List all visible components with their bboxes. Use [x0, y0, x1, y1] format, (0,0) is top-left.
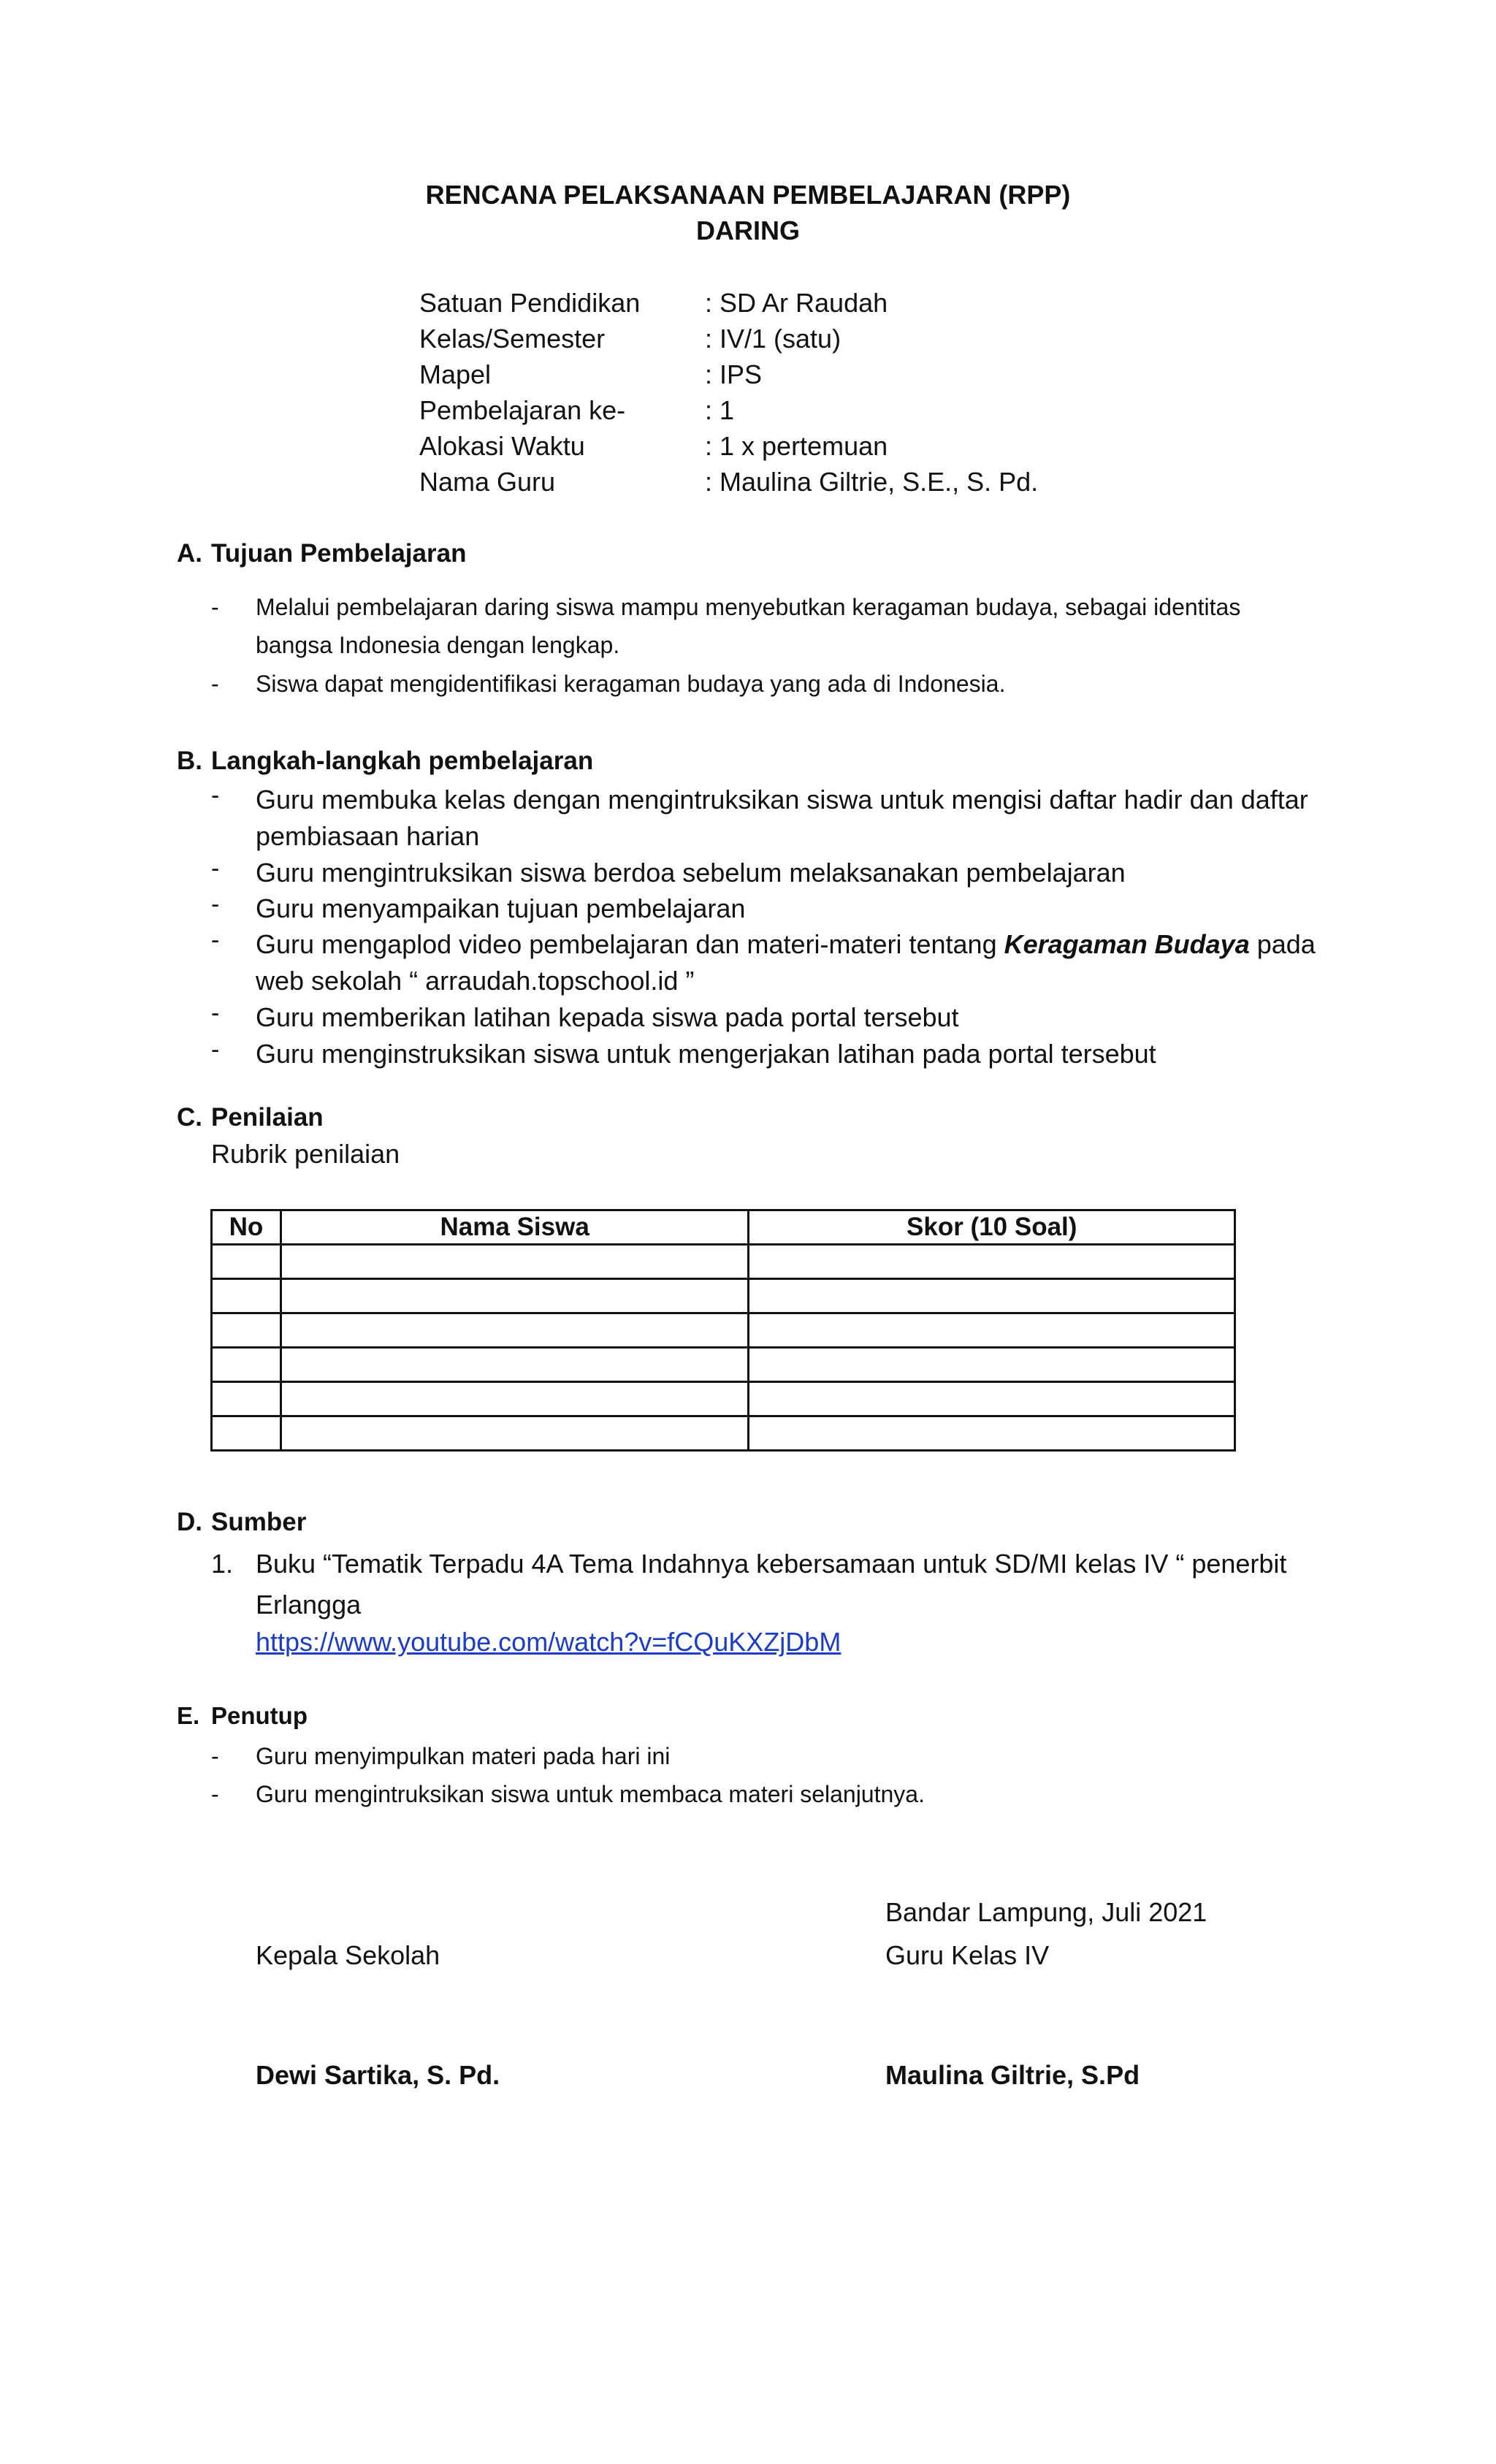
table-cell [749, 1382, 1235, 1416]
table-row [212, 1313, 1235, 1348]
list-item: Guru menyampaikan tujuan pembelajaran [256, 893, 746, 923]
table-cell [212, 1279, 281, 1313]
place-date: Bandar Lampung, Juli 2021 [885, 1897, 1207, 1927]
table-cell [749, 1279, 1235, 1313]
list-item: Siswa dapat mengidentifikasi keragaman budaya yang ada di Indonesia. [256, 671, 1006, 697]
info-value-satuan: : SD Ar Raudah [705, 288, 888, 318]
source-number: 1. [211, 1549, 234, 1579]
list-item: Guru mengintruksikan siswa untuk membaca materi selanjutnya. [256, 1781, 925, 1807]
table-cell [280, 1279, 749, 1313]
table-row [212, 1279, 1235, 1313]
table-header-no: No [212, 1210, 281, 1245]
list-item-text: pada web sekolah “ arraudah.topschool.id ” [256, 929, 1316, 996]
right-role: Guru Kelas IV [885, 1940, 1050, 1970]
section-b-letter: B. [177, 747, 202, 775]
bullet-dash: - [211, 1781, 219, 1807]
table-cell [212, 1416, 281, 1451]
section-b-title: Langkah-langkah pembelajaran [211, 747, 594, 775]
table-cell [212, 1313, 281, 1348]
source-link[interactable] [256, 1627, 841, 1658]
section-a-letter: A. [177, 539, 202, 568]
list-item: Melalui pembelajaran daring siswa mampu menyebutkan keragaman budaya, sebagai identitas bangsa Indonesia dengan lengkap. [256, 594, 1241, 658]
list-item: Guru memberikan latihan kepada siswa pada portal tersebut [256, 1002, 959, 1032]
left-role: Kepala Sekolah [256, 1940, 440, 1970]
table-header-row [212, 1210, 1235, 1245]
list-item: Guru menyimpulkan materi pada hari ini [256, 1743, 671, 1769]
list-item: Guru menginstruksikan siswa untuk mengerjakan latihan pada portal tersebut [256, 1039, 1156, 1069]
info-label-mapel: Mapel [419, 359, 492, 389]
bullet-dash: - [211, 1036, 220, 1064]
table-cell [212, 1382, 281, 1416]
table-header-nama: Nama Siswa [280, 1210, 749, 1245]
table-row [212, 1348, 1235, 1382]
source-text: Buku “Tematik Terpadu 4A Tema Indahnya kebersamaan untuk SD/MI kelas IV “ penerbit Erlangga [256, 1549, 1287, 1620]
document-subtitle: DARING [696, 215, 800, 245]
table-cell [280, 1416, 749, 1451]
section-e-letter: E. [177, 1702, 200, 1729]
bullet-dash: - [211, 926, 220, 954]
emphasis-text: Keragaman Budaya [1004, 929, 1250, 959]
bullet-dash: - [211, 890, 220, 918]
list-item-text: Guru mengaplod video pembelajaran dan materi-materi tentang [256, 929, 1004, 959]
info-label-pembelajaran: Pembelajaran ke- [419, 395, 626, 425]
table-header-skor: Skor (10 Soal) [749, 1210, 1235, 1245]
bullet-dash: - [211, 855, 220, 882]
table-row [212, 1416, 1235, 1451]
section-e-title: Penutup [211, 1702, 308, 1729]
section-c-letter: C. [177, 1103, 202, 1132]
rubric-subtitle: Rubrik penilaian [211, 1139, 400, 1169]
list-item: Guru mengintruksikan siswa berdoa sebelum melaksanakan pembelajaran [256, 858, 1126, 888]
table-cell [280, 1313, 749, 1348]
table-cell [749, 1245, 1235, 1279]
left-signatory-name: Dewi Sartika, S. Pd. [256, 2060, 500, 2090]
table-cell [749, 1313, 1235, 1348]
table-cell [280, 1245, 749, 1279]
bullet-dash: - [211, 1743, 219, 1769]
table-row [212, 1382, 1235, 1416]
section-a-title: Tujuan Pembelajaran [211, 539, 467, 568]
table-cell [749, 1348, 1235, 1382]
info-label-alokasi: Alokasi Waktu [419, 431, 585, 461]
rubric-table [210, 1209, 1236, 1452]
table-cell [212, 1245, 281, 1279]
source-link-text[interactable]: https://www.youtube.com/watch?v=fCQuKXZjDbM [256, 1627, 842, 1657]
info-label-satuan: Satuan Pendidikan [419, 288, 641, 318]
table-cell [280, 1382, 749, 1416]
info-value-pembelajaran: : 1 [705, 395, 735, 425]
document-title: RENCANA PELAKSANAAN PEMBELAJARAN (RPP) [425, 180, 1071, 210]
bullet-dash: - [211, 671, 219, 697]
table-cell [212, 1348, 281, 1382]
info-label-guru: Nama Guru [419, 467, 556, 497]
bullet-dash: - [211, 782, 220, 809]
table-cell [749, 1416, 1235, 1451]
right-signatory-name: Maulina Giltrie, S.Pd [885, 2060, 1140, 2090]
info-value-alokasi: : 1 x pertemuan [705, 431, 888, 461]
table-cell [280, 1348, 749, 1382]
section-d-title: Sumber [211, 1508, 307, 1536]
bullet-dash: - [211, 999, 220, 1027]
info-value-mapel: : IPS [705, 359, 763, 389]
list-item [256, 926, 1322, 999]
bullet-dash: - [211, 594, 219, 620]
section-d-letter: D. [177, 1508, 202, 1536]
section-c-title: Penilaian [211, 1103, 324, 1132]
info-value-kelas: : IV/1 (satu) [705, 324, 842, 354]
info-label-kelas: Kelas/Semester [419, 324, 606, 354]
info-value-guru: : Maulina Giltrie, S.E., S. Pd. [705, 467, 1039, 497]
table-row [212, 1245, 1235, 1279]
list-item: Guru membuka kelas dengan mengintruksikan siswa untuk mengisi daftar hadir dan daftar pembiasaan harian [256, 785, 1308, 851]
